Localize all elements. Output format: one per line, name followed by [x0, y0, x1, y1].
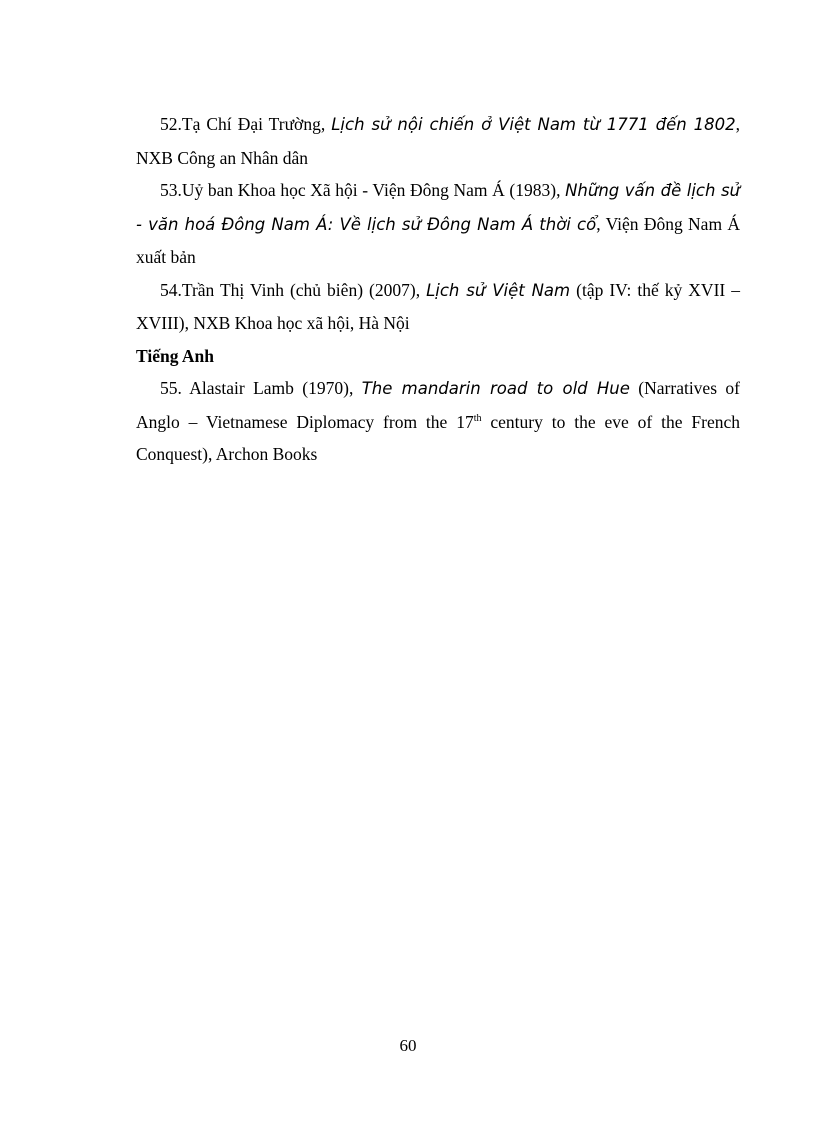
reference-description: (Narratives of Anglo – Vietnamese Diplomacy from the 17	[136, 378, 740, 432]
reference-author: Uỷ ban Khoa học Xã hội - Viện Đông Nam Á (1983),	[181, 180, 566, 200]
reference-item-55	[136, 372, 740, 471]
section-heading-english: Tiếng Anh	[136, 345, 214, 366]
reference-author: Tạ Chí Đại Trường,	[181, 114, 332, 134]
reference-item-52	[136, 108, 740, 174]
reference-number: 53.	[160, 180, 182, 200]
reference-publisher: (tập IV: thế kỷ XVII – XVIII), NXB Khoa học xã hội, Hà Nội	[136, 279, 740, 333]
reference-number: 55.	[160, 378, 190, 398]
reference-publisher: century to the eve of the French Conquest), Archon Books	[136, 411, 740, 464]
reference-author: Trần Thị Vinh (chủ biên) (2007),	[181, 279, 427, 300]
reference-author: Alastair Lamb (1970),	[189, 378, 362, 398]
reference-number: 52.	[160, 114, 182, 134]
ordinal-superscript: th	[473, 412, 482, 424]
reference-title: The mandarin road to old Hue	[361, 379, 630, 398]
references-list	[136, 108, 740, 471]
reference-title: Lịch sử Việt Nam	[426, 280, 571, 300]
reference-item-54	[136, 274, 740, 340]
reference-title: Lịch sử nội chiến ở Việt Nam từ 1771 đến 1802	[331, 115, 736, 134]
reference-title: Những vấn đề lịch sử - văn hoá Đông Nam Á: Về lịch sử Đông Nam Á thời cổ	[136, 181, 740, 234]
reference-item-53	[136, 174, 740, 274]
reference-number: 54.	[160, 279, 182, 300]
reference-publisher: , Viện Đông Nam Á xuất bản	[136, 213, 740, 267]
reference-publisher: , NXB Công an Nhân dân	[136, 114, 740, 168]
page-number: 60	[399, 1036, 417, 1055]
